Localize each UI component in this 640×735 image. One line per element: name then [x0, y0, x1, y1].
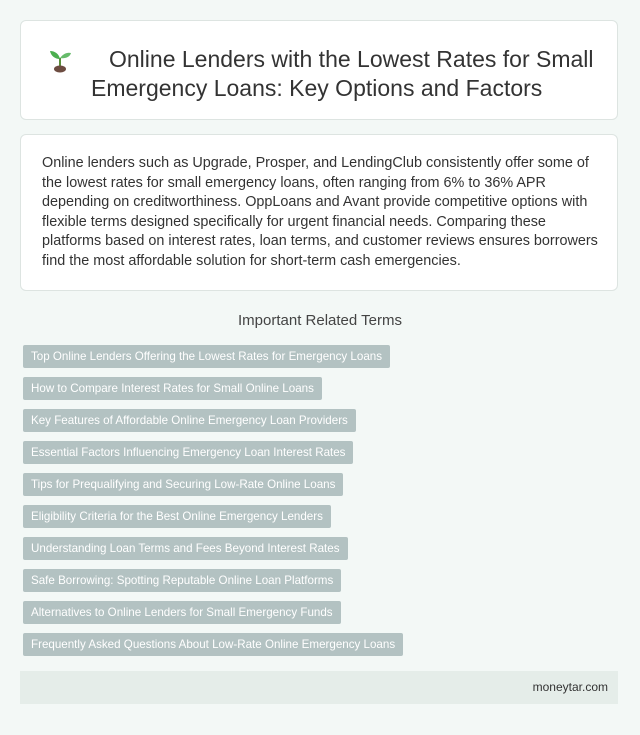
related-term-tag[interactable]: Safe Borrowing: Spotting Reputable Online Loan Platforms [23, 569, 341, 592]
header-card [20, 20, 618, 120]
related-term-tag[interactable]: Top Online Lenders Offering the Lowest Rates for Emergency Loans [23, 345, 390, 368]
sprout-icon [47, 47, 73, 73]
site-name[interactable]: moneytar.com [532, 680, 608, 694]
summary-text: Online lenders such as Upgrade, Prosper, and LendingClub consistently offer some of the lowest rates for small emergency loans, often ranging from 6% to 36% APR depending on creditworthiness. OppLoans and Avant provide competitive options with flexible terms designed specifically for urgent financial needs. Comparing these platforms based on interest rates, loan terms, and customer reviews ensures borrowers find the most affordable solution for short-term cash emergencies. [42, 155, 598, 269]
page-title: Online Lenders with the Lowest Rates for Small Emergency Loans: Key Options and Factors [91, 46, 594, 101]
related-term-tag[interactable]: How to Compare Interest Rates for Small Online Loans [23, 377, 322, 400]
related-term-tag[interactable]: Tips for Prequalifying and Securing Low-Rate Online Loans [23, 473, 343, 496]
related-term-tag[interactable]: Key Features of Affordable Online Emergency Loan Providers [23, 409, 356, 432]
footer [20, 671, 618, 704]
related-term-tag[interactable]: Alternatives to Online Lenders for Small Emergency Funds [23, 601, 341, 624]
related-term-tag[interactable]: Understanding Loan Terms and Fees Beyond Interest Rates [23, 537, 348, 560]
related-terms-list [23, 345, 623, 665]
related-term-tag[interactable]: Essential Factors Influencing Emergency Loan Interest Rates [23, 441, 353, 464]
related-term-tag[interactable]: Eligibility Criteria for the Best Online Emergency Lenders [23, 505, 331, 528]
summary-card [20, 134, 618, 291]
related-term-tag[interactable]: Frequently Asked Questions About Low-Rate Online Emergency Loans [23, 633, 403, 656]
related-terms-heading: Important Related Terms [238, 312, 402, 329]
